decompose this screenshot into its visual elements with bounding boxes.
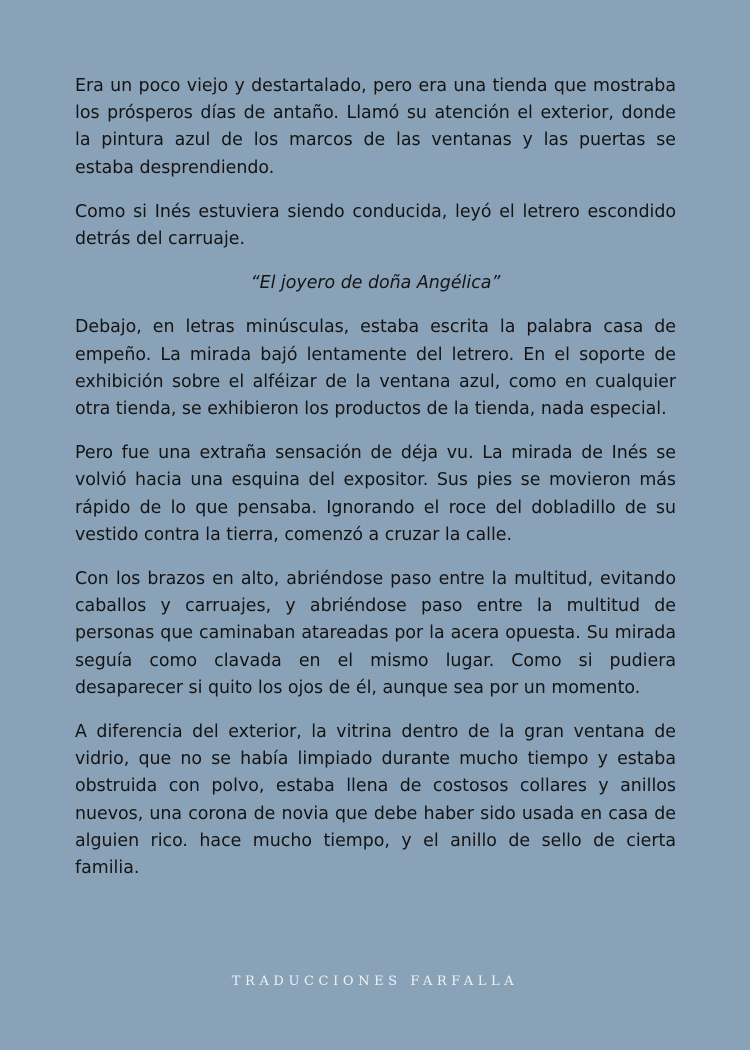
paragraph-1: Era un poco viejo y destartalado, pero era una tienda que mostraba los prósperos días de antaño. Llamó su atención el exterior, donde la pintura azul de los marcos de las ventanas y las puertas se estaba desprendiendo. (75, 76, 676, 178)
paragraph-3: Debajo, en letras minúsculas, estaba escrita la palabra casa de empeño. La mirada bajó lentamente del letrero. En el soporte de exhibición sobre el alféizar de la ventana azul, como en cualquier otra tienda, se exhibieron los productos de la tienda, nada especial. (75, 317, 676, 420)
paragraph-4: Pero fue una extraña sensación de déja vu. La mirada de Inés se volvió hacia una esquina del expositor. Sus pies se movieron más rápido de lo que pensaba. Ignorando el roce del dobladillo de su vestido contra la tierra, comenzó a cruzar la calle. (75, 443, 676, 545)
document-body (75, 73, 676, 899)
paragraph-2: Como si Inés estuviera siendo conducida, leyó el letrero escondido detrás del carruaje. (75, 201, 676, 250)
shop-sign-quote: “El joyero de doña Angélica” (250, 273, 501, 294)
footer-credit: TRADUCCIONES FARFALLA (231, 974, 519, 989)
paragraph-5: Con los brazos en alto, abriéndose paso entre la multitud, evitando caballos y carruajes, y abriéndose paso entre la multitud de personas que caminaban atareadas por la acera opuesta. Su mirada seguía como clavada en el mismo lugar. Como si pudiera desaparecer si quito los ojos de él, aunque sea por un momento. (75, 569, 676, 698)
paragraph-6: A diferencia del exterior, la vitrina dentro de la gran ventana de vidrio, que no se había limpiado durante mucho tiempo y estaba obstruida con polvo, estaba llena de costosos collares y anillos nuevos, una corona de novia que debe haber sido usada en casa de alguien rico. hace mucho tiempo, y el anillo de sello de cierta familia. (75, 722, 676, 879)
